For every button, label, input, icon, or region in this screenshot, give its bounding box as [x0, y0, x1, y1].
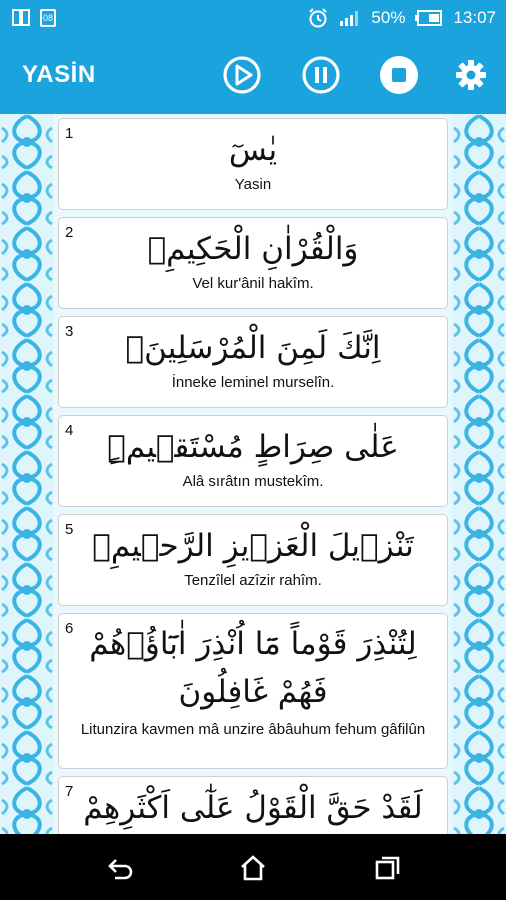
verse-card[interactable] — [58, 118, 448, 210]
verse-number: 5 — [65, 521, 74, 538]
verse-transliteration: Tenzîlel azîzir rahîm. — [184, 572, 322, 589]
stop-icon[interactable] — [379, 55, 419, 95]
home-icon[interactable] — [238, 854, 268, 882]
back-icon[interactable] — [105, 854, 135, 882]
status-left-icons — [12, 8, 56, 28]
status-right-icons — [307, 0, 496, 36]
verse-transliteration: İnneke leminel murselîn. — [171, 374, 335, 391]
verse-arabic: لِتُنْذِرَ قَوْماً مَٓا اُنْذِرَ اٰبَٓاؤُ۬هُمْ فَهُمْ غَافِلُونَ — [89, 626, 417, 710]
clock: 13:07 — [453, 8, 496, 27]
page-title: YASİN — [22, 61, 96, 88]
verse-arabic: لَقَدْ حَقَّ الْقَوْلُ عَلٰٓى اَكْثَرِهِمْ — [83, 790, 423, 826]
verse-number: 1 — [65, 125, 74, 142]
verse-number: 6 — [65, 620, 74, 637]
verse-arabic: وَالْقُرْاٰنِ الْحَكِيمِۙ — [147, 231, 359, 267]
verse-card[interactable] — [58, 415, 448, 507]
play-icon[interactable] — [222, 55, 262, 95]
verse-card[interactable] — [58, 514, 448, 606]
sim-card-icon — [12, 8, 30, 28]
verse-card[interactable] — [58, 613, 448, 769]
system-nav-bar — [0, 834, 506, 900]
verse-transliteration: Litunzira kavmen mâ unzire âbâuhum fehum gâfilûn — [80, 721, 426, 738]
verse-arabic: اِنَّكَ لَمِنَ الْمُرْسَلِينَۙ — [125, 330, 381, 366]
verse-card[interactable] — [58, 316, 448, 408]
battery-percent: 50% — [371, 8, 406, 27]
battery-icon — [415, 10, 443, 26]
pause-icon[interactable] — [301, 55, 341, 95]
verse-transliteration: Alâ sırâtın mustekîm. — [182, 473, 324, 490]
verse-arabic: يٰسٓ — [228, 132, 278, 168]
verse-card[interactable] — [58, 776, 448, 834]
verse-number: 3 — [65, 323, 74, 340]
verse-arabic: تَنْزٖيلَ الْعَزٖيزِ الرَّحٖيمِۙ — [92, 528, 414, 564]
verse-number: 7 — [65, 783, 74, 800]
app-bar — [0, 36, 506, 114]
ornament-border-right-icon — [452, 114, 506, 834]
alarm-icon — [307, 7, 329, 29]
settings-icon[interactable] — [453, 57, 489, 93]
verse-transliteration: Vel kur'ânil hakîm. — [192, 275, 314, 292]
recents-icon[interactable] — [373, 854, 403, 882]
verse-list[interactable] — [0, 114, 506, 834]
verse-number: 4 — [65, 422, 74, 439]
ornament-border-left-icon — [0, 114, 54, 834]
verse-card[interactable] — [58, 217, 448, 309]
calendar-icon: 08 — [40, 9, 56, 27]
verse-transliteration: Yasin — [234, 176, 272, 193]
verse-number: 2 — [65, 224, 74, 241]
status-bar — [0, 0, 506, 36]
signal-icon — [339, 9, 361, 27]
verse-arabic: عَلٰى صِرَاطٍ مُسْتَقٖيمٍۜ — [107, 429, 399, 465]
